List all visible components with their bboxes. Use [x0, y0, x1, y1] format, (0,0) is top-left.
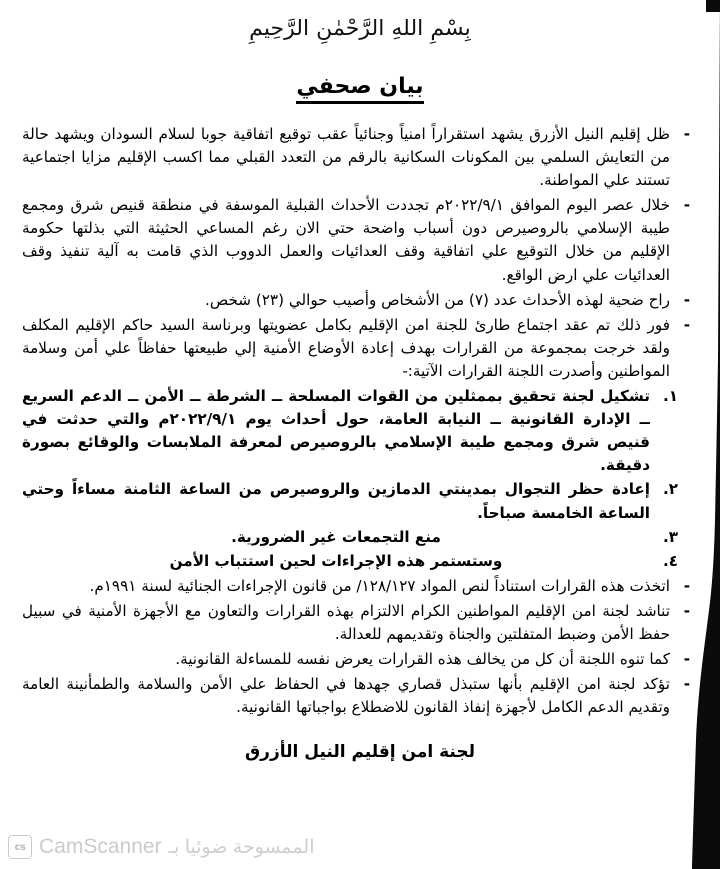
list-item — [22, 526, 682, 549]
camscanner-brand-label: CamScanner — [39, 835, 162, 858]
document-body — [22, 123, 692, 719]
page-title-text: بيان صحفي — [296, 74, 423, 104]
bismillah-calligraphy — [0, 18, 720, 52]
camscanner-watermark — [8, 835, 314, 859]
list-item-text: وستستمر هذه الإجراءات لحين استتباب الأمن — [169, 551, 503, 570]
closing-bullet-list — [22, 575, 692, 720]
list-item: - خلال عصر اليوم الموافق ٢٠٢٢/٩/١م تجددت الأحداث القبلية الموسفة في منطقة قنيص شرق ومجمع طيبة الإسلامي بالروصيرص دون أسباب واضحة حتي الان رغم المساعي الحثيثة التي بذلتها حكومة الإقليم من خلال التوقيع علي اتفاقية وقف العدائيات والعمل الدووب الذي قامت به آلية تنفيذ وقف العدائيات علي ارض الواقع. — [22, 194, 692, 286]
list-item: - فور ذلك تم عقد اجتماع طارئ للجنة امن الإقليم بكامل عضويتها وبرناسة السيد حاكم الإقليم المكلف ولقد خرجت بمجموعة من القرارات بهدف إعادة الأوضاع الأمنية إلي طبيعتها حفاظاً علي أمن وسلامة المواطنين وأصدرت اللجنة القرارات الآتية:- — [22, 314, 692, 383]
signature-block — [0, 742, 720, 762]
intro-bullet-list — [22, 123, 692, 383]
decisions-list — [22, 385, 682, 573]
list-item-number: ٢. — [662, 480, 678, 499]
bismillah-text: بِسْمِ اللهِ الرَّحْمٰنِ الرَّحِيمِ — [249, 16, 471, 40]
page-title — [0, 74, 720, 99]
signature-text: لجنة امن إقليم النيل الأزرق — [244, 742, 475, 762]
list-item: - راح ضحية لهذه الأحداث عدد (٧) من الأشخاص وأصيب حوالي (٢٣) شخص. — [22, 289, 692, 312]
list-item: - تناشد لجنة امن الإقليم المواطنين الكرام الالتزام بهذه القرارات والتعاون مع الأجهزة الأمنية في سبيل حفظ الأمن وضبط المتفلتين والجناة وتقديمهم للعدالة. — [22, 600, 692, 646]
list-item-number: ٤. — [662, 551, 678, 570]
camscanner-arabic-label: الممسوحة ضوئيا بـ — [168, 836, 315, 858]
list-item: - اتخذت هذه القرارات استناداً لنص المواد ١٢٨/١٢٧/ من قانون الإجراءات الجنائية لسنة ١٩٩١م. — [22, 575, 692, 598]
list-item-number: ٣. — [662, 527, 678, 546]
list-item-text: تشكيل لجنة تحقيق بممثلين من القوات المسلحة ــ الشرطة ــ الأمن ــ الدعم السريع ــ الإدارة القانونية ــ النيابة العامة، حول أحداث يوم ٢٠٢٢/٩/١م والتي حدثت في قنيص شرق ومجمع طيبة الإسلامي بالروصيرص لمعرفة الملابسات والوقائع بصورة دقيقة. — [22, 387, 651, 475]
list-item — [22, 550, 682, 573]
list-item-number: ١. — [662, 387, 678, 406]
list-item: - تؤكد لجنة امن الإقليم بأنها ستبذل قصاري جهدها في الحفاظ علي الأمن والسلامة والطمأنينة العامة وتقديم الدعم الكامل لأجهزة إنفاذ القانون للاضطلاع بواجباتها القانونية. — [22, 673, 692, 719]
list-item: - ظل إقليم النيل الأزرق يشهد استقراراً امنياً وجنائياً عقب توقيع اتفاقية جوبا لسلام السودان ويشهد حالة من التعايش السلمي بين المكونات السكانية بالرقم من التعدد القبلي مما اكسب الإقليم مزايا اجتماعية تستند علي المواطنة. — [22, 123, 692, 192]
camscanner-logo-icon: cs — [8, 835, 32, 859]
list-item: - كما تنوه اللجنة أن كل من يخالف هذه القرارات يعرض نفسه للمساءلة القانونية. — [22, 648, 692, 671]
list-item — [22, 385, 682, 477]
list-item-text: إعادة حظر التجوال بمدينتي الدمازين والروصيرص من الساعة الثامنة مساءاً وحتي الساعة الخامسة صباحاً. — [22, 480, 650, 522]
list-item-text: منع التجمعات غير الضرورية. — [231, 527, 441, 546]
list-item — [22, 478, 682, 524]
